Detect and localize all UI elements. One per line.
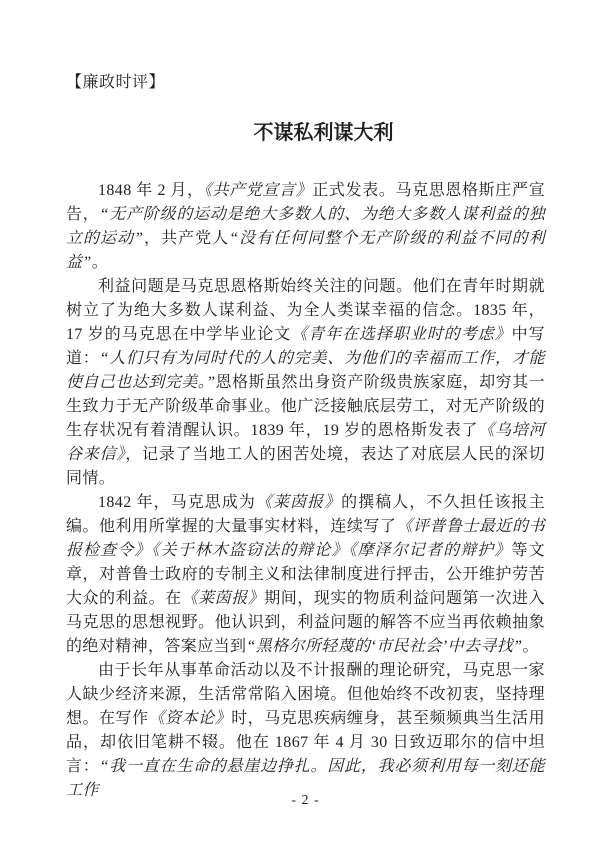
page-number: - 2 - (291, 793, 320, 808)
quoted-text: “没有任何同整个无产阶级的利益不同的利益” (66, 230, 546, 271)
section-tag: 【廉政时评】 (66, 74, 166, 91)
paragraph (66, 179, 545, 275)
quoted-text: 《评普鲁士最近的书报检查令》《关于林木盗窃法的辩论》《摩泽尔记者的辩护》 (66, 518, 545, 559)
body-text: 恩格斯虽然出身资产阶级贵族家庭，却穷其一生致力于无产阶级革命事业。他广泛接触底层劳工，对无产阶级的生存状况有着清醒认识。1839 年，19 岁的恩格斯发表了 (66, 374, 545, 439)
quoted-text: 《共产党宣言》 (203, 182, 313, 199)
paragraph (66, 491, 545, 659)
quoted-text: 《资本论》 (148, 710, 232, 727)
body-text: 正式发表。马克思恩格斯庄严宣告， (66, 182, 545, 223)
body-text: 中写道： (66, 326, 545, 367)
body-text: 1842 年，马克思成为 (98, 494, 256, 511)
document-title: 不谋私利谋大利 (253, 122, 394, 144)
paragraph (66, 275, 545, 491)
quoted-text: 《莱茵报》 (255, 494, 342, 511)
body-text: 的撰稿人，不久担任该报主编。他利用所掌握的大量事实材料，连续写了 (66, 494, 545, 535)
quoted-text: 《青年在选择职业时的考虑》 (291, 326, 512, 343)
body-text: 。 (91, 254, 109, 271)
body-text: 。 (522, 638, 539, 655)
quoted-text: 《莱茵报》 (181, 590, 265, 607)
quoted-text: “人们只有为同时代的人的完美、为他们的幸福而工作，才能使自己也达到完美。” (66, 350, 545, 391)
quoted-text: 《乌培河谷来信》 (66, 422, 545, 463)
document-body (66, 179, 545, 803)
quoted-text: “我一直在生命的悬崖边挣扎。因此，我必须利用每一刻还能工作 (66, 758, 545, 799)
body-text: ，记录了当地工人的困苦处境，表达了对底层人民的深切同情。 (66, 446, 545, 487)
quoted-text: “无产阶级的运动是绝大多数人的、为绝大多数人谋利益的独立的运动” (66, 206, 545, 247)
body-text: 由于长年从事革命活动以及不计报酬的理论研究，马克思一家人缺少经济来源，生活常常陷入困境。但他始终不改初衷，坚持理想。在写作 (66, 662, 545, 727)
body-text: 等文章，对普鲁士政府的专制主义和法律制度进行抨击，公开维护劳苦大众的利益。在 (66, 542, 545, 607)
body-text: 期间，现实的物质利益问题第一次进入马克思的思想视野。他认识到，利益问题的解答不应当再依赖抽象的绝对精神，答案应当到 (66, 590, 545, 655)
body-text: 时，马克思疾病缠身，甚至频频典当生活用品，却依旧笔耕不辍。他在 1867 年 4 月 30 日致迈耶尔的信中坦言： (66, 710, 545, 775)
quoted-text: “黑格尔所轻蔑的‘市民社会’中去寻找” (246, 638, 523, 655)
body-text: ，共产党人 (143, 230, 230, 247)
body-text: 1848 年 2 月， (98, 182, 204, 199)
paragraph (66, 659, 545, 803)
body-text: 利益问题是马克思恩格斯始终关注的问题。他们在青年时期就树立了为绝大多数人谋利益、为全人类谋幸福的信念。1835 年，17 岁的马克思在中学毕业论文 (66, 278, 545, 343)
